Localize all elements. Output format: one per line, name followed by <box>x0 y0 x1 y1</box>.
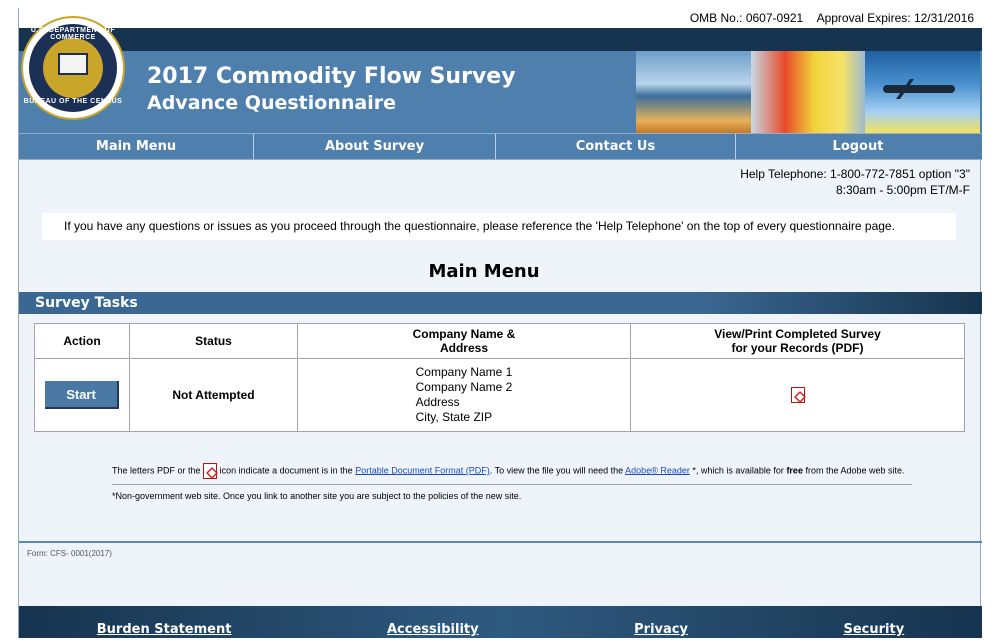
status-cell: Not Attempted <box>130 359 298 432</box>
notice-box: If you have any questions or issues as you proceed through the questionnaire, please reference the 'Help Telephone' on the top of every questionnaire page. <box>42 213 956 240</box>
legend-part3: . To view the file you will need the <box>489 465 624 476</box>
legend-free: free <box>786 465 803 476</box>
footer-accessibility[interactable]: Accessibility <box>387 622 479 637</box>
help-telephone <box>740 166 970 198</box>
pdf-legend-text <box>112 463 912 479</box>
banner-photos <box>636 51 980 133</box>
help-hours: 8:30am - 5:00pm ET/M-F <box>835 183 970 197</box>
nav-logout[interactable]: Logout <box>832 139 884 154</box>
col-company-line1: Company Name & <box>412 327 516 341</box>
col-company-line2: Address <box>439 341 489 355</box>
legend-part4: *, which is available for <box>692 465 784 476</box>
omb-bar <box>19 8 982 28</box>
form-id: Form: CFS- 0001(2017) <box>27 549 112 558</box>
company-address <box>416 365 513 425</box>
help-phone: Help Telephone: 1-800-772-7851 option "3" <box>740 167 970 181</box>
census-seal-icon <box>21 16 125 120</box>
page-frame <box>18 8 981 638</box>
col-view-print-line2: for your Records (PDF) <box>731 341 864 355</box>
survey-tasks-header: Survey Tasks <box>19 292 982 314</box>
table-row <box>35 359 965 432</box>
airplane-photo <box>865 51 980 133</box>
footer-security[interactable]: Security <box>843 622 905 637</box>
seal-bottom-text: BUREAU OF THE CENSUS <box>23 98 123 105</box>
company-name-1: Company Name 1 <box>415 365 513 379</box>
address-line: Address <box>415 395 460 409</box>
omb-number: OMB No.: 0607-0921 <box>689 11 804 25</box>
nav-main-menu[interactable]: Main Menu <box>19 134 254 159</box>
city-state-zip: City, State ZIP <box>415 410 493 424</box>
address-cell <box>298 359 631 432</box>
legend-part2: icon indicate a document is in the <box>219 465 353 476</box>
nav-bar <box>19 133 982 160</box>
pdf-cell <box>631 359 965 432</box>
pdf-legend <box>112 463 912 504</box>
col-view-print <box>631 324 965 359</box>
adobe-reader-link[interactable]: Adobe® Reader <box>625 465 690 476</box>
main-heading: Main Menu <box>428 261 540 282</box>
legend-part5: from the Adobe web site. <box>805 465 905 476</box>
footer-privacy[interactable]: Privacy <box>634 622 688 637</box>
footer-bar <box>19 606 982 638</box>
page-title: 2017 Commodity Flow Survey <box>147 64 516 89</box>
company-name-2: Company Name 2 <box>415 380 513 394</box>
approval-expires: Approval Expires: 12/31/2016 <box>816 11 974 25</box>
trucks-photo <box>751 51 866 133</box>
legend-part1: The letters PDF or the <box>112 465 201 476</box>
pdf-icon <box>203 463 217 479</box>
pdf-icon[interactable] <box>791 387 805 403</box>
top-dark-bar <box>19 28 982 51</box>
nav-contact-us[interactable]: Contact Us <box>496 134 736 159</box>
survey-tasks-table <box>34 323 965 432</box>
table-header-row <box>35 324 965 359</box>
col-action: Action <box>35 324 130 359</box>
footer-burden-statement[interactable]: Burden Statement <box>96 622 232 637</box>
col-status: Status <box>130 324 298 359</box>
pdf-format-link[interactable]: Portable Document Format (PDF) <box>355 465 490 476</box>
form-id-area <box>19 541 982 606</box>
action-cell <box>35 359 130 432</box>
legend-footnote: *Non-government web site. Once you link to another site you are subject to the policies of the new site. <box>112 491 522 501</box>
start-button[interactable]: Start <box>45 381 119 409</box>
page-subtitle: Advance Questionnaire <box>147 92 396 114</box>
col-company <box>298 324 631 359</box>
seal-top-text: U.S. DEPARTMENT OF COMMERCE <box>30 27 116 41</box>
header-banner <box>19 27 982 133</box>
legend-divider <box>112 484 912 485</box>
port-photo <box>636 51 751 133</box>
col-view-print-line1: View/Print Completed Survey <box>714 327 881 341</box>
nav-about-survey[interactable]: About Survey <box>254 134 496 159</box>
